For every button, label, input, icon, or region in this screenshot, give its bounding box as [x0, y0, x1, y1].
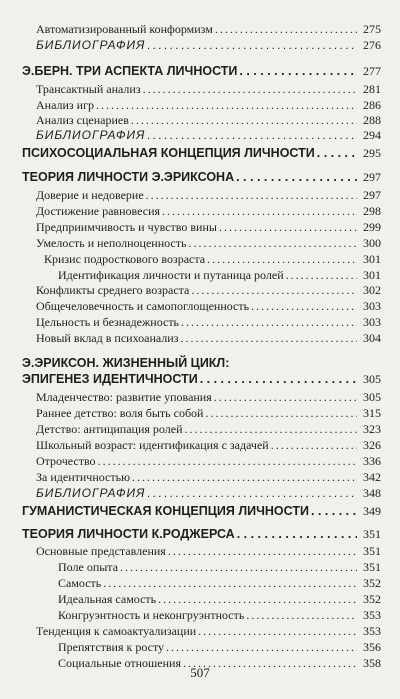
- dot-leader: [207, 252, 357, 267]
- toc-entry-label: Школьный возраст: идентификация с задачей: [36, 438, 269, 452]
- toc-entry-label: Анализ игр: [36, 98, 95, 112]
- dot-leader: [132, 470, 357, 485]
- dot-leader: [120, 560, 357, 575]
- dot-leader: [198, 624, 357, 639]
- toc-entry-page: 305: [363, 372, 381, 386]
- toc-entry-label: За идентичностью: [36, 470, 131, 484]
- toc-entry-page: 300: [363, 236, 381, 250]
- toc-entry-label: Раннее детство: воля быть собой: [36, 406, 204, 420]
- toc-entry-page: 351: [363, 544, 381, 558]
- dot-leader: [188, 236, 357, 251]
- toc-entry-page: 277: [363, 64, 381, 78]
- dot-leader: [181, 315, 357, 330]
- toc-entry-page: 352: [363, 592, 381, 606]
- toc-entry-page: 298: [363, 204, 381, 218]
- toc-entry-label: Препятствия к росту: [58, 640, 165, 654]
- toc-entry-page: 351: [363, 560, 381, 574]
- dot-leader: [239, 64, 357, 78]
- toc-entry-label: Умелость и неполноценность: [36, 236, 187, 250]
- toc-entry: [0, 236, 400, 251]
- toc-entry-page: 297: [363, 170, 381, 184]
- toc-entry: [0, 470, 400, 485]
- toc-entry: [0, 438, 400, 453]
- toc-entry-label: Конгруэнтность и неконгруэнтность: [58, 608, 245, 622]
- toc-entry: [0, 576, 400, 591]
- toc-entry-page: 348: [363, 486, 381, 500]
- toc-entry-page: 305: [363, 390, 381, 404]
- toc-entry-label: Анализ сценариев: [36, 113, 129, 127]
- dot-leader: [271, 438, 357, 453]
- toc-entry-page: 351: [363, 527, 381, 541]
- toc-entry-label: Предприимчивость и чувство вины: [36, 220, 217, 234]
- toc-entry-label: ГУМАНИСТИЧЕСКАЯ КОНЦЕПЦИЯ ЛИЧНОСТИ: [22, 504, 309, 518]
- toc-entry-label: Э.БЕРН. ТРИ АСПЕКТА ЛИЧНОСТИ: [22, 64, 238, 78]
- dot-leader: [96, 98, 357, 113]
- toc-entry-page: 358: [363, 656, 381, 670]
- toc-entry-page: 288: [363, 113, 381, 127]
- toc-entry-page: 294: [363, 128, 381, 142]
- toc-entry: [0, 624, 400, 639]
- toc-entry: [0, 299, 400, 314]
- toc-entry: [0, 560, 400, 575]
- section-heading-erikson-life-cycle: Э.ЭРИКСОН. ЖИЗНЕННЫЙ ЦИКЛ:: [22, 356, 230, 370]
- dot-leader: [147, 486, 357, 500]
- toc-heading: [0, 146, 400, 161]
- toc-entry-label: Идентификация личности и путаница ролей: [58, 268, 284, 282]
- dot-leader: [158, 592, 357, 607]
- toc-heading: [0, 527, 400, 542]
- dot-leader: [200, 372, 357, 386]
- toc-entry-label: Детство: антиципация ролей: [36, 422, 183, 436]
- toc-bibliography: [0, 486, 400, 501]
- dot-leader: [237, 527, 357, 541]
- toc-entry: [0, 22, 400, 37]
- toc-bibliography: [0, 128, 400, 143]
- toc-entry-label: БИБЛИОГРАФИЯ: [36, 486, 146, 500]
- toc-entry-page: 342: [363, 470, 381, 484]
- toc-entry-page: 302: [363, 283, 381, 297]
- toc-entry-page: 286: [363, 98, 381, 112]
- toc-entry-label: Трансактный анализ: [36, 82, 141, 96]
- toc-entry-page: 315: [363, 406, 381, 420]
- dot-leader: [98, 454, 357, 469]
- toc-entry-label: БИБЛИОГРАФИЯ: [36, 38, 146, 52]
- toc-entry-label: Конфликты среднего возраста: [36, 283, 190, 297]
- toc-entry-page: 295: [363, 146, 381, 160]
- dot-leader: [251, 299, 357, 314]
- dot-leader: [215, 22, 357, 37]
- toc-entry: [0, 283, 400, 298]
- toc-entry-page: 352: [363, 576, 381, 590]
- toc-entry-label: Младенчество: развитие упования: [36, 390, 212, 404]
- toc-entry-label: БИБЛИОГРАФИЯ: [36, 128, 146, 142]
- toc-entry-label: Тенденция к самоактуализации: [36, 624, 197, 638]
- dot-leader: [184, 422, 357, 437]
- toc-entry-page: 297: [363, 188, 381, 202]
- toc-entry: [0, 204, 400, 219]
- toc-entry: [0, 268, 400, 283]
- toc-entry-label: ТЕОРИЯ ЛИЧНОСТИ К.РОДЖЕРСА: [22, 527, 235, 541]
- toc-entry-page: 356: [363, 640, 381, 654]
- toc-heading: [0, 170, 400, 185]
- toc-entry: [0, 390, 400, 405]
- dot-leader: [311, 504, 357, 518]
- toc-entry-page: 353: [363, 608, 381, 622]
- toc-bibliography: [0, 38, 400, 53]
- toc-entry: [0, 544, 400, 559]
- toc-entry-label: Кризис подросткового возраста: [44, 252, 206, 266]
- toc-entry-label: Доверие и недоверие: [36, 188, 144, 202]
- toc-entry-label: Цельность и безнадежность: [36, 315, 180, 329]
- toc-entry-label: Общечеловечность и самопоглощенность: [36, 299, 250, 313]
- toc-entry: [0, 592, 400, 607]
- dot-leader: [191, 283, 357, 298]
- toc-heading: [0, 64, 400, 79]
- toc-entry-page: 304: [363, 331, 381, 345]
- toc-entry-label: Социальные отношения: [58, 656, 181, 670]
- toc-entry-page: 353: [363, 624, 381, 638]
- toc-entry-label: ЭПИГЕНЕЗ ИДЕНТИЧНОСТИ: [22, 372, 198, 386]
- dot-leader: [246, 608, 357, 623]
- dot-leader: [103, 576, 357, 591]
- toc-entry-page: 323: [363, 422, 381, 436]
- toc-entry-page: 275: [363, 22, 381, 36]
- toc-entry: [0, 315, 400, 330]
- toc-entry-label: Поле опыта: [58, 560, 119, 574]
- toc-entry-page: 326: [363, 438, 381, 452]
- toc-heading: [0, 504, 400, 519]
- page-number: 507: [190, 665, 210, 680]
- toc-entry-label: Отрочество: [36, 454, 96, 468]
- dot-leader: [131, 113, 357, 128]
- toc-entry: [0, 220, 400, 235]
- toc-entry-label: Автоматизированный конформизм: [36, 22, 213, 36]
- toc-entry: [0, 406, 400, 421]
- dot-leader: [236, 170, 357, 184]
- toc-entry: [0, 82, 400, 97]
- dot-leader: [147, 38, 357, 52]
- toc-entry: [0, 252, 400, 267]
- dot-leader: [168, 544, 357, 559]
- toc-entry: [0, 98, 400, 113]
- toc-heading: [0, 372, 400, 387]
- toc-entry-page: 349: [363, 504, 381, 518]
- toc-entry-page: 303: [363, 299, 381, 313]
- toc-entry-page: 299: [363, 220, 381, 234]
- dot-leader: [162, 204, 357, 219]
- toc-entry-label: ТЕОРИЯ ЛИЧНОСТИ Э.ЭРИКСОНА: [22, 170, 235, 184]
- toc-entry-page: 336: [363, 454, 381, 468]
- dot-leader: [146, 188, 357, 203]
- dot-leader: [180, 331, 357, 346]
- toc-entry: [0, 331, 400, 346]
- toc-entry-page: 281: [363, 82, 381, 96]
- dot-leader: [317, 146, 357, 160]
- dot-leader: [143, 82, 357, 97]
- toc-entry: [0, 422, 400, 437]
- toc-entry: [0, 188, 400, 203]
- dot-leader: [214, 390, 357, 405]
- toc-entry-label: Идеальная самость: [58, 592, 157, 606]
- dot-leader: [205, 406, 357, 421]
- toc-entry: [0, 608, 400, 623]
- toc-entry-label: Самость: [58, 576, 102, 590]
- toc-entry-label: Новый вклад в психоанализ: [36, 331, 179, 345]
- toc-entry: [0, 113, 400, 128]
- toc-entry-label: ПСИХОСОЦИАЛЬНАЯ КОНЦЕПЦИЯ ЛИЧНОСТИ: [22, 146, 315, 160]
- dot-leader: [286, 268, 357, 283]
- dot-leader: [147, 128, 357, 142]
- toc-entry: [0, 640, 400, 655]
- dot-leader: [166, 640, 357, 655]
- toc-entry-page: 301: [363, 252, 381, 266]
- dot-leader: [219, 220, 357, 235]
- toc-entry-page: 303: [363, 315, 381, 329]
- toc-entry-page: 301: [363, 268, 381, 282]
- toc-entry: [0, 454, 400, 469]
- toc-entry-page: 276: [363, 38, 381, 52]
- toc-entry-label: Основные представления: [36, 544, 166, 558]
- toc-entry-label: Достижение равновесия: [36, 204, 161, 218]
